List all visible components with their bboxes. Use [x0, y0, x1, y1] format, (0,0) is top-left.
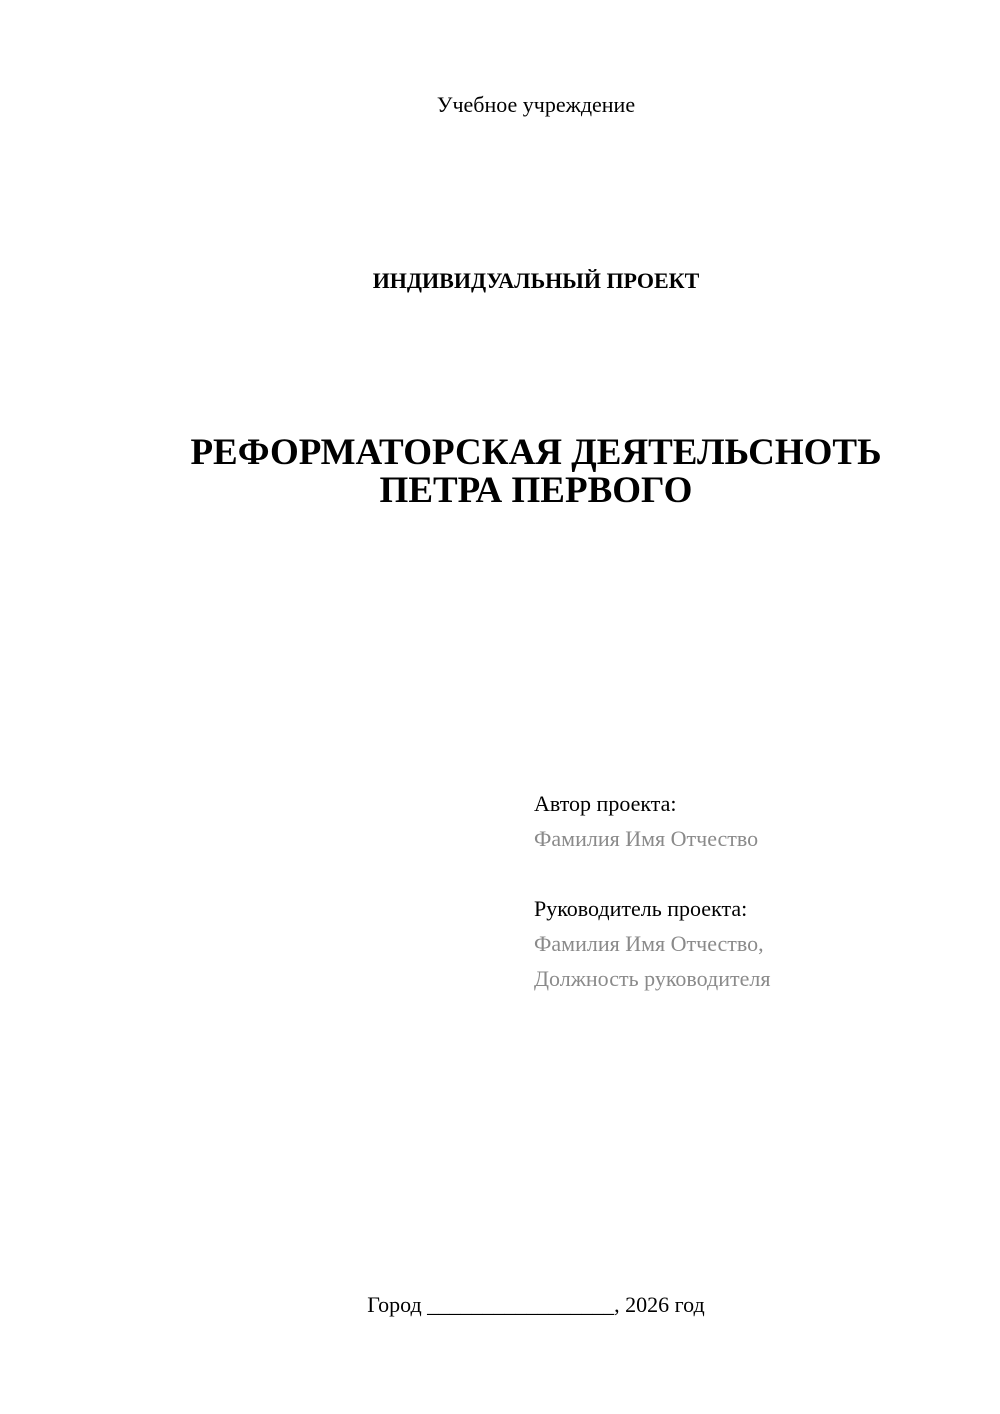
- institution-name: Учебное учреждение: [436, 92, 636, 117]
- credits-block: [534, 786, 974, 996]
- supervisor-position: Должность руководителя: [534, 966, 771, 991]
- supervisor-name: Фамилия Имя Отчество,: [534, 931, 764, 956]
- project-title: [0, 434, 1000, 510]
- author-name: Фамилия Имя Отчество: [534, 826, 759, 851]
- city-year-line: Город _________________, 2026 год: [367, 1292, 705, 1317]
- credits-spacer: [534, 856, 974, 891]
- project-title-line-2: ПЕТРА ПЕРВОГО: [379, 470, 693, 511]
- author-label: Автор проекта:: [534, 791, 677, 816]
- document-type: ИНДИВИДУАЛЬНЫЙ ПРОЕКТ: [372, 268, 700, 293]
- project-title-line-1: РЕФОРМАТОРСКАЯ ДЕЯТЕЛЬСНОТЬ: [190, 432, 882, 473]
- supervisor-label: Руководитель проекта:: [534, 896, 748, 921]
